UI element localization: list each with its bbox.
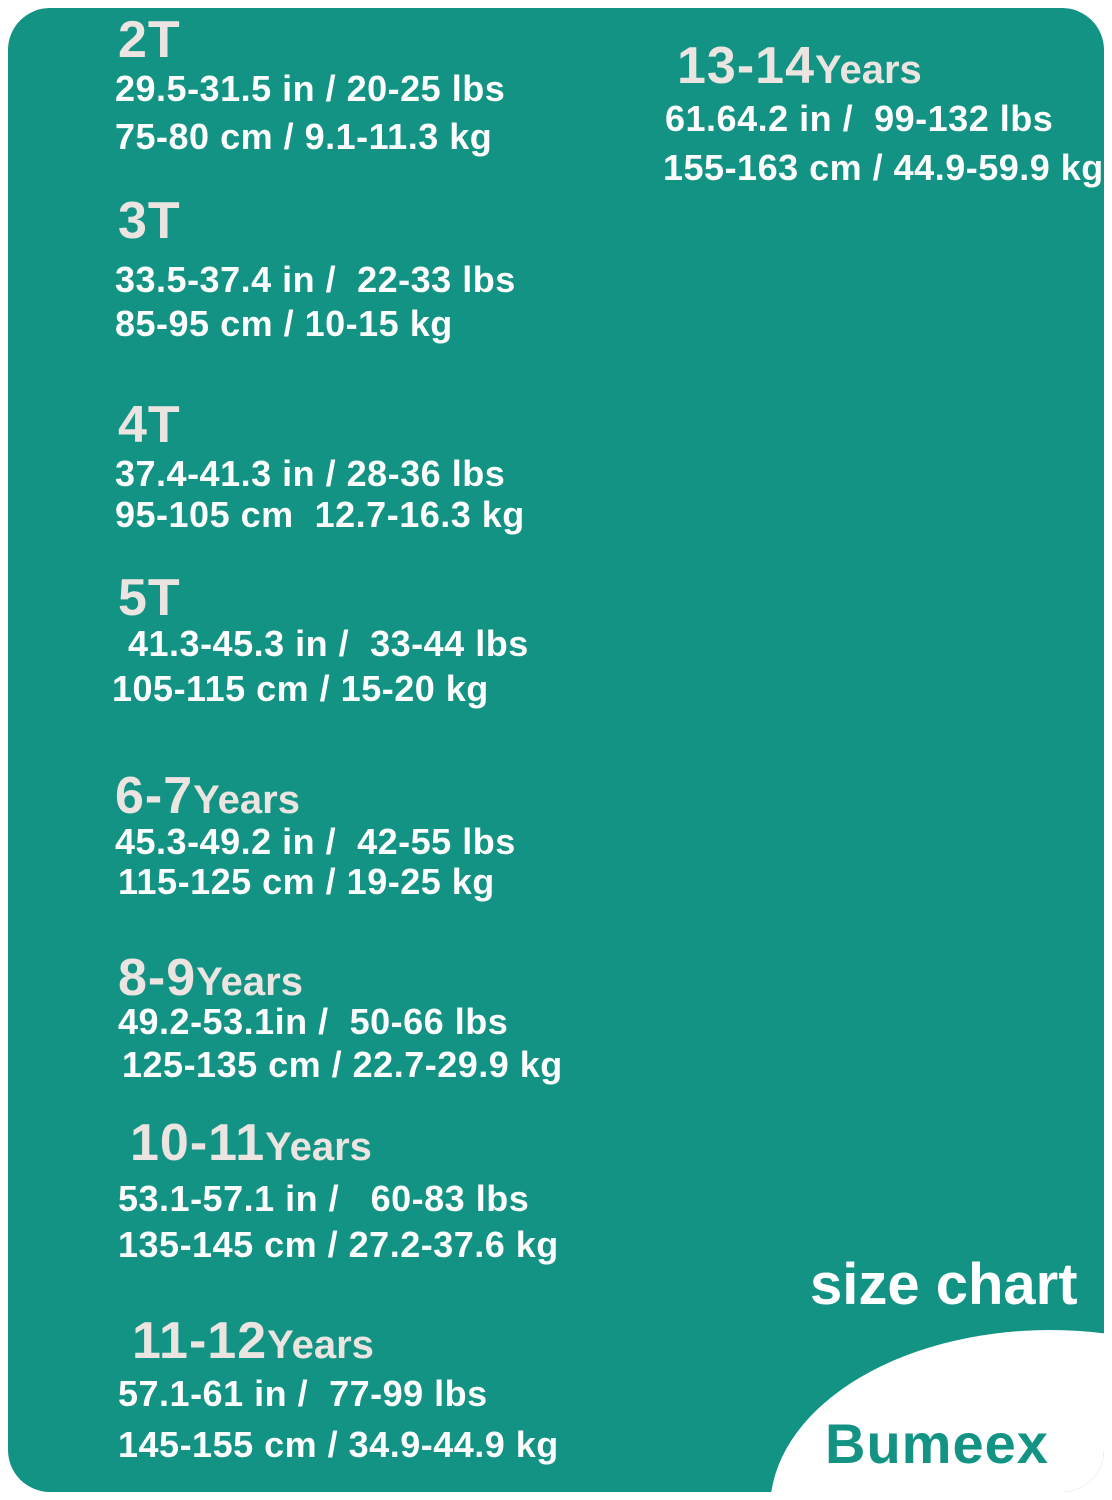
size-metric-range: 145-155 cm / 34.9-44.9 kg [118,1424,559,1465]
size-metric-range: 75-80 cm / 9.1-11.3 kg [115,116,493,157]
size-metric-range: 85-95 cm / 10-15 kg [115,303,453,344]
size-heading-13-14y [677,37,922,95]
size-label: 13-14 [677,37,815,95]
size-metric-range: 155-163 cm / 44.9-59.9 kg [663,147,1104,188]
size-metric-range: 125-135 cm / 22.7-29.9 kg [122,1044,563,1085]
size-metric-range: 95-105 cm 12.7-16.3 kg [115,494,525,535]
size-label: 5T [118,569,181,627]
size-imperial-range: 41.3-45.3 in / 33-44 lbs [128,623,529,664]
size-heading-2t [118,11,181,69]
size-imperial-range: 61.64.2 in / 99-132 lbs [665,98,1054,139]
size-imperial-range: 37.4-41.3 in / 28-36 lbs [115,453,506,494]
size-heading-3t [118,192,181,250]
size-chart-card [8,8,1104,1492]
size-metric-range: 105-115 cm / 15-20 kg [112,668,489,709]
size-label-suffix: Years [815,48,922,92]
size-heading-10-11y [130,1114,372,1172]
size-label: 11-12 [132,1312,268,1370]
size-label: 6-7 [115,767,194,825]
size-label: 10-11 [130,1114,266,1172]
size-heading-11-12y [132,1312,374,1370]
size-chart-title: size chart [810,1252,1078,1317]
size-label: 3T [118,192,181,250]
size-label-suffix: Years [267,1323,374,1367]
size-imperial-range: 49.2-53.1in / 50-66 lbs [118,1001,509,1042]
size-imperial-range: 33.5-37.4 in / 22-33 lbs [115,259,516,300]
size-metric-range: 135-145 cm / 27.2-37.6 kg [118,1224,559,1265]
size-label: 4T [118,396,181,454]
size-heading-5t [118,569,181,627]
brand-logo: Bumeex [825,1412,1049,1475]
size-metric-range: 115-125 cm / 19-25 kg [118,861,495,902]
size-imperial-range: 53.1-57.1 in / 60-83 lbs [118,1178,530,1219]
size-heading-6-7y [115,767,300,825]
size-label-suffix: Years [265,1125,372,1169]
size-imperial-range: 29.5-31.5 in / 20-25 lbs [115,68,506,109]
size-label-suffix: Years [193,778,300,822]
size-heading-4t [118,396,181,454]
size-label: 8-9 [118,949,197,1007]
size-label: 2T [118,11,181,69]
size-label-suffix: Years [196,960,303,1004]
size-imperial-range: 45.3-49.2 in / 42-55 lbs [115,821,516,862]
size-imperial-range: 57.1-61 in / 77-99 lbs [118,1373,488,1414]
size-heading-8-9y [118,949,303,1007]
